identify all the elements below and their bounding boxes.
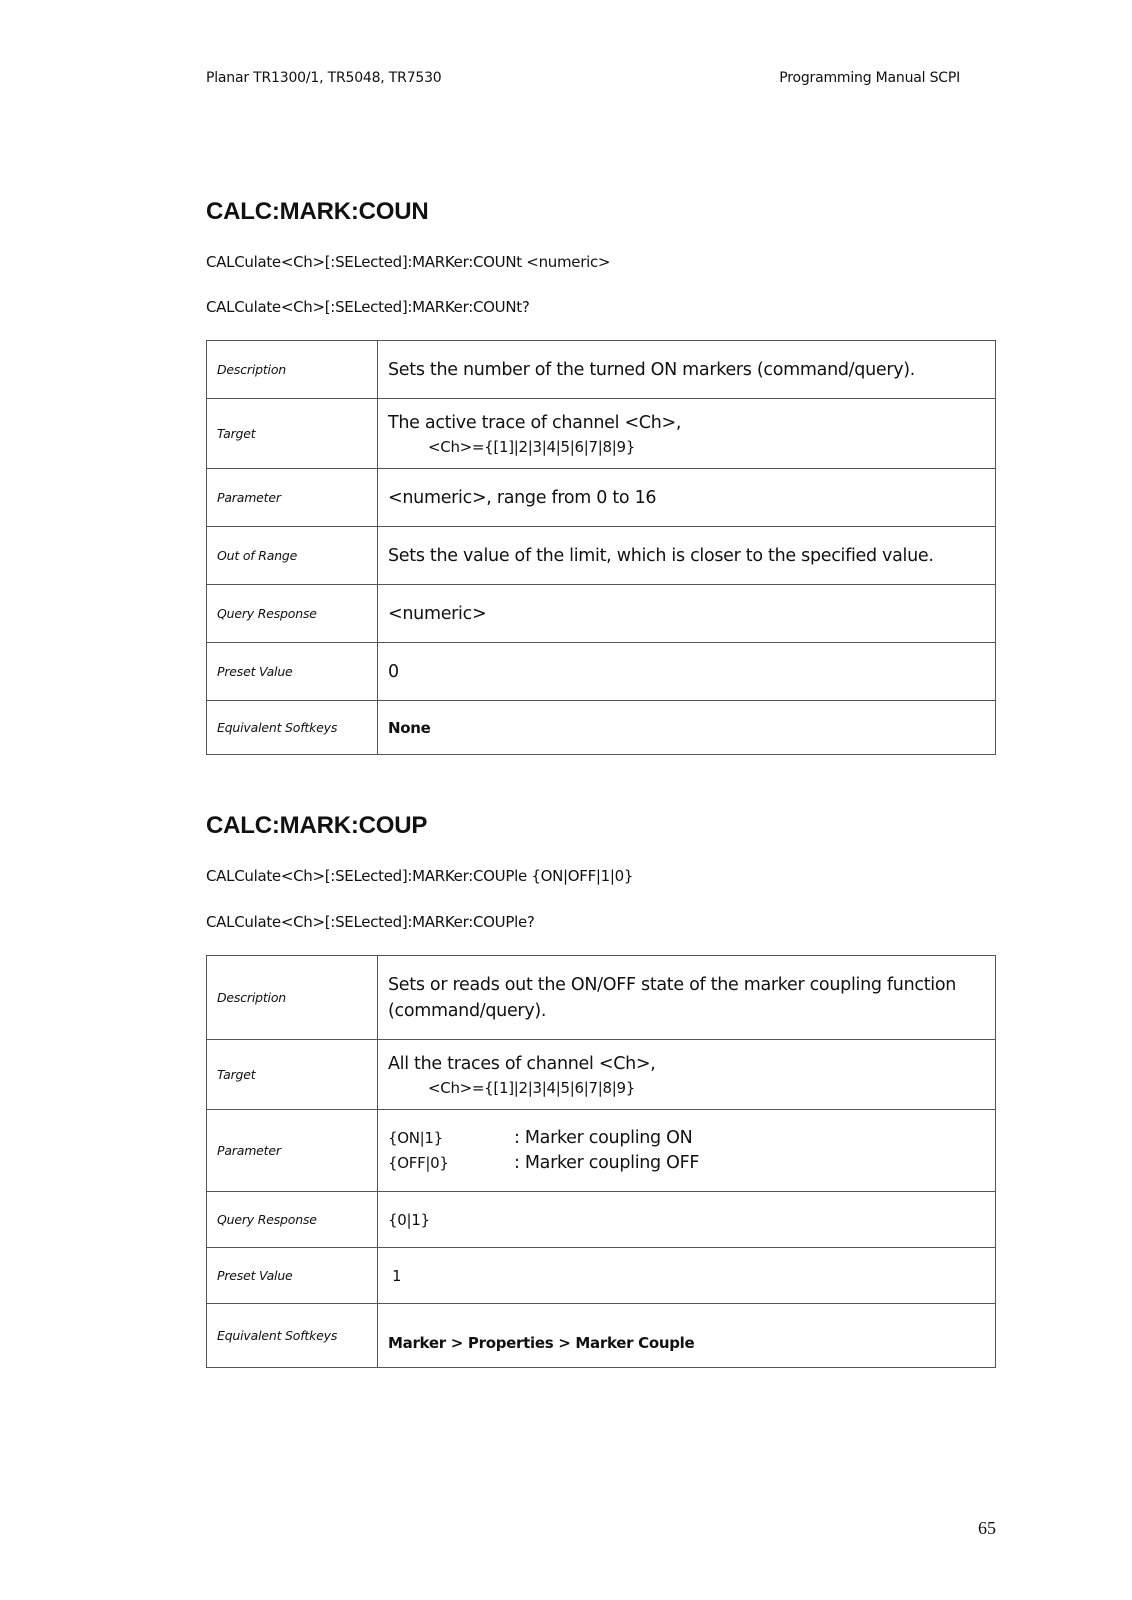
row-value <box>378 1192 996 1248</box>
query-response-value: {0|1} <box>388 1210 430 1229</box>
target-text: The active trace of channel <Ch>, <box>388 412 682 433</box>
query-syntax: CALCulate<Ch>[:SELected]:MARKer:COUNt? <box>206 298 530 316</box>
table-row <box>207 956 996 1040</box>
row-label: Parameter <box>207 1110 378 1192</box>
option-key: {ON|1} <box>388 1128 443 1147</box>
row-label: Query Response <box>207 1192 378 1248</box>
table-row <box>207 469 996 527</box>
channel-range: <Ch>={[1]|2|3|4|5|6|7|8|9} <box>428 1078 635 1097</box>
row-value <box>378 1248 996 1304</box>
row-value: <numeric>, range from 0 to 16 <box>378 469 996 527</box>
command-section-coup <box>206 812 996 1352</box>
command-section-coun <box>206 198 996 737</box>
table-row <box>207 399 996 469</box>
row-label: Equivalent Softkeys <box>207 701 378 755</box>
row-value <box>378 701 996 755</box>
table-row <box>207 643 996 701</box>
option-desc: : Marker coupling ON <box>514 1127 693 1148</box>
table-row <box>207 1248 996 1304</box>
softkey-path: None <box>388 718 431 737</box>
row-label: Preset Value <box>207 643 378 701</box>
preset-value: 1 <box>392 1266 401 1285</box>
channel-range: <Ch>={[1]|2|3|4|5|6|7|8|9} <box>428 437 635 456</box>
table-row <box>207 527 996 585</box>
row-value: Sets the number of the turned ON markers (command/query). <box>378 341 996 399</box>
command-syntax: CALCulate<Ch>[:SELected]:MARKer:COUPle {ON|OFF|1|0} <box>206 867 634 885</box>
row-label: Query Response <box>207 585 378 643</box>
table-row <box>207 341 996 399</box>
row-label: Preset Value <box>207 1248 378 1304</box>
row-value <box>378 1110 996 1192</box>
row-label: Target <box>207 1040 378 1110</box>
row-value: Sets or reads out the ON/OFF state of the marker coupling function (command/query). <box>378 956 996 1040</box>
table-row <box>207 1304 996 1368</box>
row-value <box>378 1040 996 1110</box>
option-desc: : Marker coupling OFF <box>514 1152 700 1173</box>
softkey-path: Marker > Properties > Marker Couple <box>388 1333 695 1352</box>
table-row <box>207 701 996 755</box>
section-title: CALC:MARK:COUP <box>206 812 428 839</box>
query-syntax: CALCulate<Ch>[:SELected]:MARKer:COUPle? <box>206 913 535 931</box>
table-row <box>207 1040 996 1110</box>
row-label: Equivalent Softkeys <box>207 1304 378 1368</box>
row-value <box>378 1304 996 1368</box>
header-manual-title: Programming Manual SCPI <box>779 70 960 86</box>
command-table <box>206 340 996 755</box>
row-label: Description <box>207 956 378 1040</box>
command-syntax: CALCulate<Ch>[:SELected]:MARKer:COUNt <numeric> <box>206 253 611 271</box>
row-value: Sets the value of the limit, which is closer to the specified value. <box>378 527 996 585</box>
parameter-option <box>388 1126 985 1151</box>
page-number: 65 <box>978 1518 996 1538</box>
row-value <box>378 399 996 469</box>
header-product: Planar TR1300/1, TR5048, TR7530 <box>206 70 442 86</box>
row-value: 0 <box>378 643 996 701</box>
section-title: CALC:MARK:COUN <box>206 198 429 225</box>
row-value: <numeric> <box>378 585 996 643</box>
target-text: All the traces of channel <Ch>, <box>388 1053 656 1074</box>
parameter-option <box>388 1151 985 1176</box>
row-label: Target <box>207 399 378 469</box>
table-row <box>207 1192 996 1248</box>
row-label: Out of Range <box>207 527 378 585</box>
row-label: Description <box>207 341 378 399</box>
option-key: {OFF|0} <box>388 1153 449 1172</box>
table-row <box>207 585 996 643</box>
command-table <box>206 955 996 1368</box>
table-row <box>207 1110 996 1192</box>
row-label: Parameter <box>207 469 378 527</box>
